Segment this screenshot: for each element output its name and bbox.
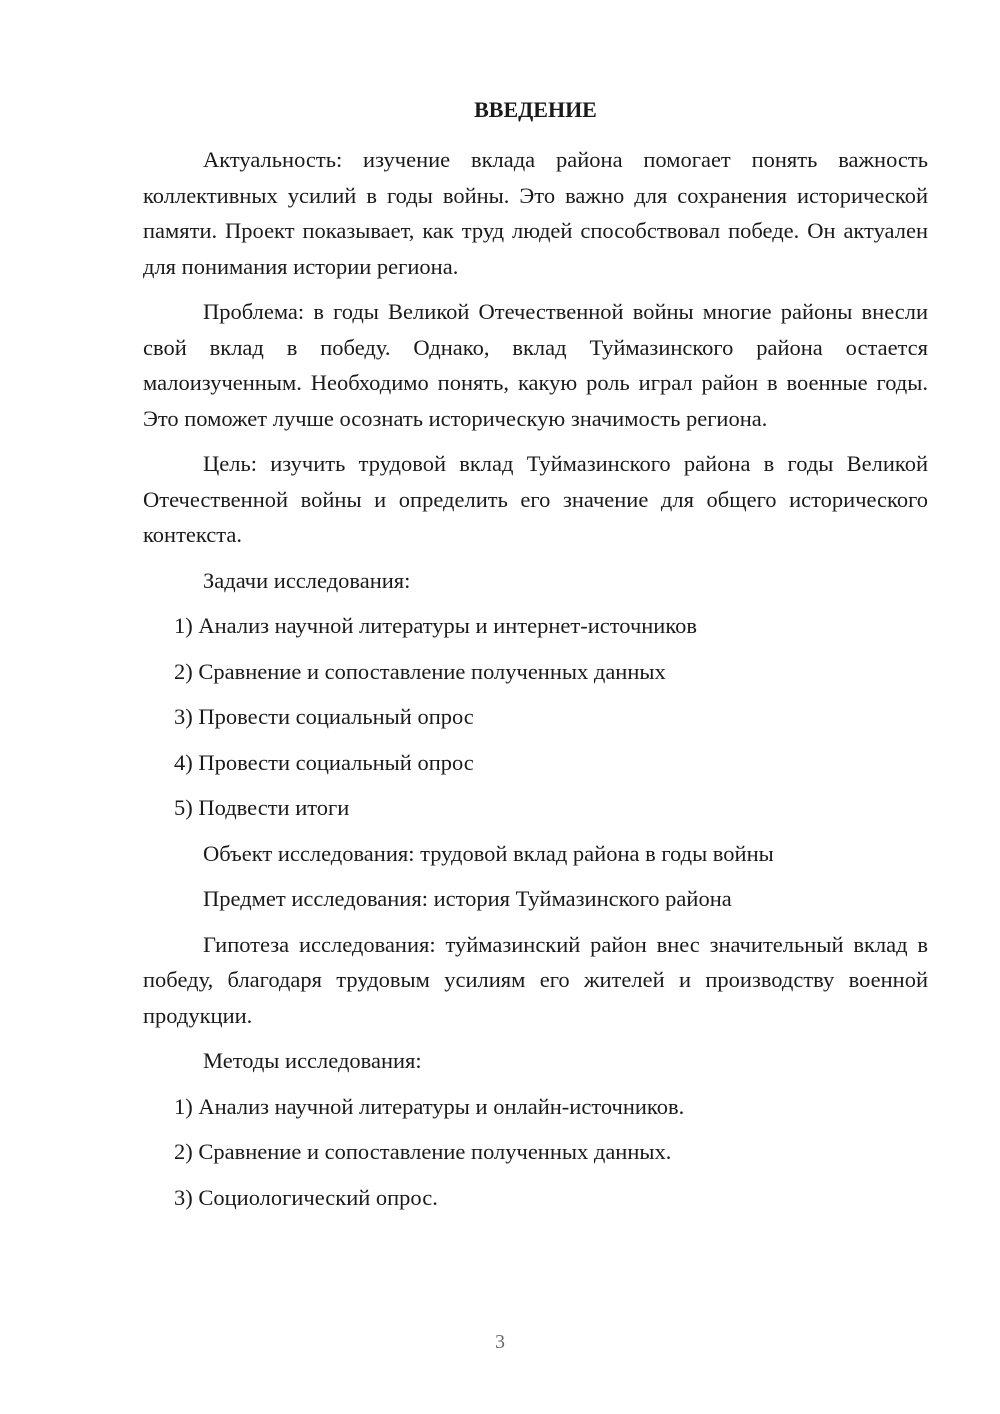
hypothesis-paragraph: Гипотеза исследования: туймазинский район внес значительный вклад в победу, благодаря трудовым усилиям его жителей и производству военной продукции. <box>143 931 928 1028</box>
tasks-heading: Задачи исследования: <box>203 567 411 593</box>
methods-heading: Методы исследования: <box>203 1048 422 1073</box>
page-number: 3 <box>495 1331 505 1353</box>
method-item-1: 1) Анализ научной литературы и онлайн-источников. <box>174 1093 685 1119</box>
relevance-paragraph: Актуальность: изучение вклада района помогает понять важность коллективных усилий в годы войны. Это важно для сохранения исторической памяти. Проект показывает, как труд людей способствовал победе. Он актуален для понимания истории региона. <box>143 147 928 279</box>
task-item-5: 5) Подвести итоги <box>174 795 350 820</box>
task-item-2: 2) Сравнение и сопоставление полученных данных <box>174 658 666 684</box>
task-item-3: 3) Провести социальный опрос <box>174 704 474 729</box>
research-object: Объект исследования: трудовой вклад района в годы войны <box>203 840 774 866</box>
method-item-2: 2) Сравнение и сопоставление полученных данных. <box>174 1139 672 1164</box>
section-title: ВВЕДЕНИЕ <box>474 97 597 122</box>
problem-paragraph: Проблема: в годы Великой Отечественной войны многие районы внесли свой вклад в победу. Однако, вклад Туймазинского района остается малоизученным. Необходимо понять, какую роль играл район в военные годы. Это поможет лучше осознать историческую значимость региона. <box>143 299 928 431</box>
goal-paragraph: Цель: изучить трудовой вклад Туймазинского района в годы Великой Отечественной войны и определить его значение для общего исторического контекста. <box>143 451 928 547</box>
task-item-1: 1) Анализ научной литературы и интернет-источников <box>174 613 698 638</box>
document-page <box>143 92 928 1225</box>
task-item-4: 4) Провести социальный опрос <box>174 749 474 775</box>
method-item-3: 3) Социологический опрос. <box>174 1184 438 1210</box>
research-subject: Предмет исследования: история Туймазинского района <box>203 886 732 911</box>
